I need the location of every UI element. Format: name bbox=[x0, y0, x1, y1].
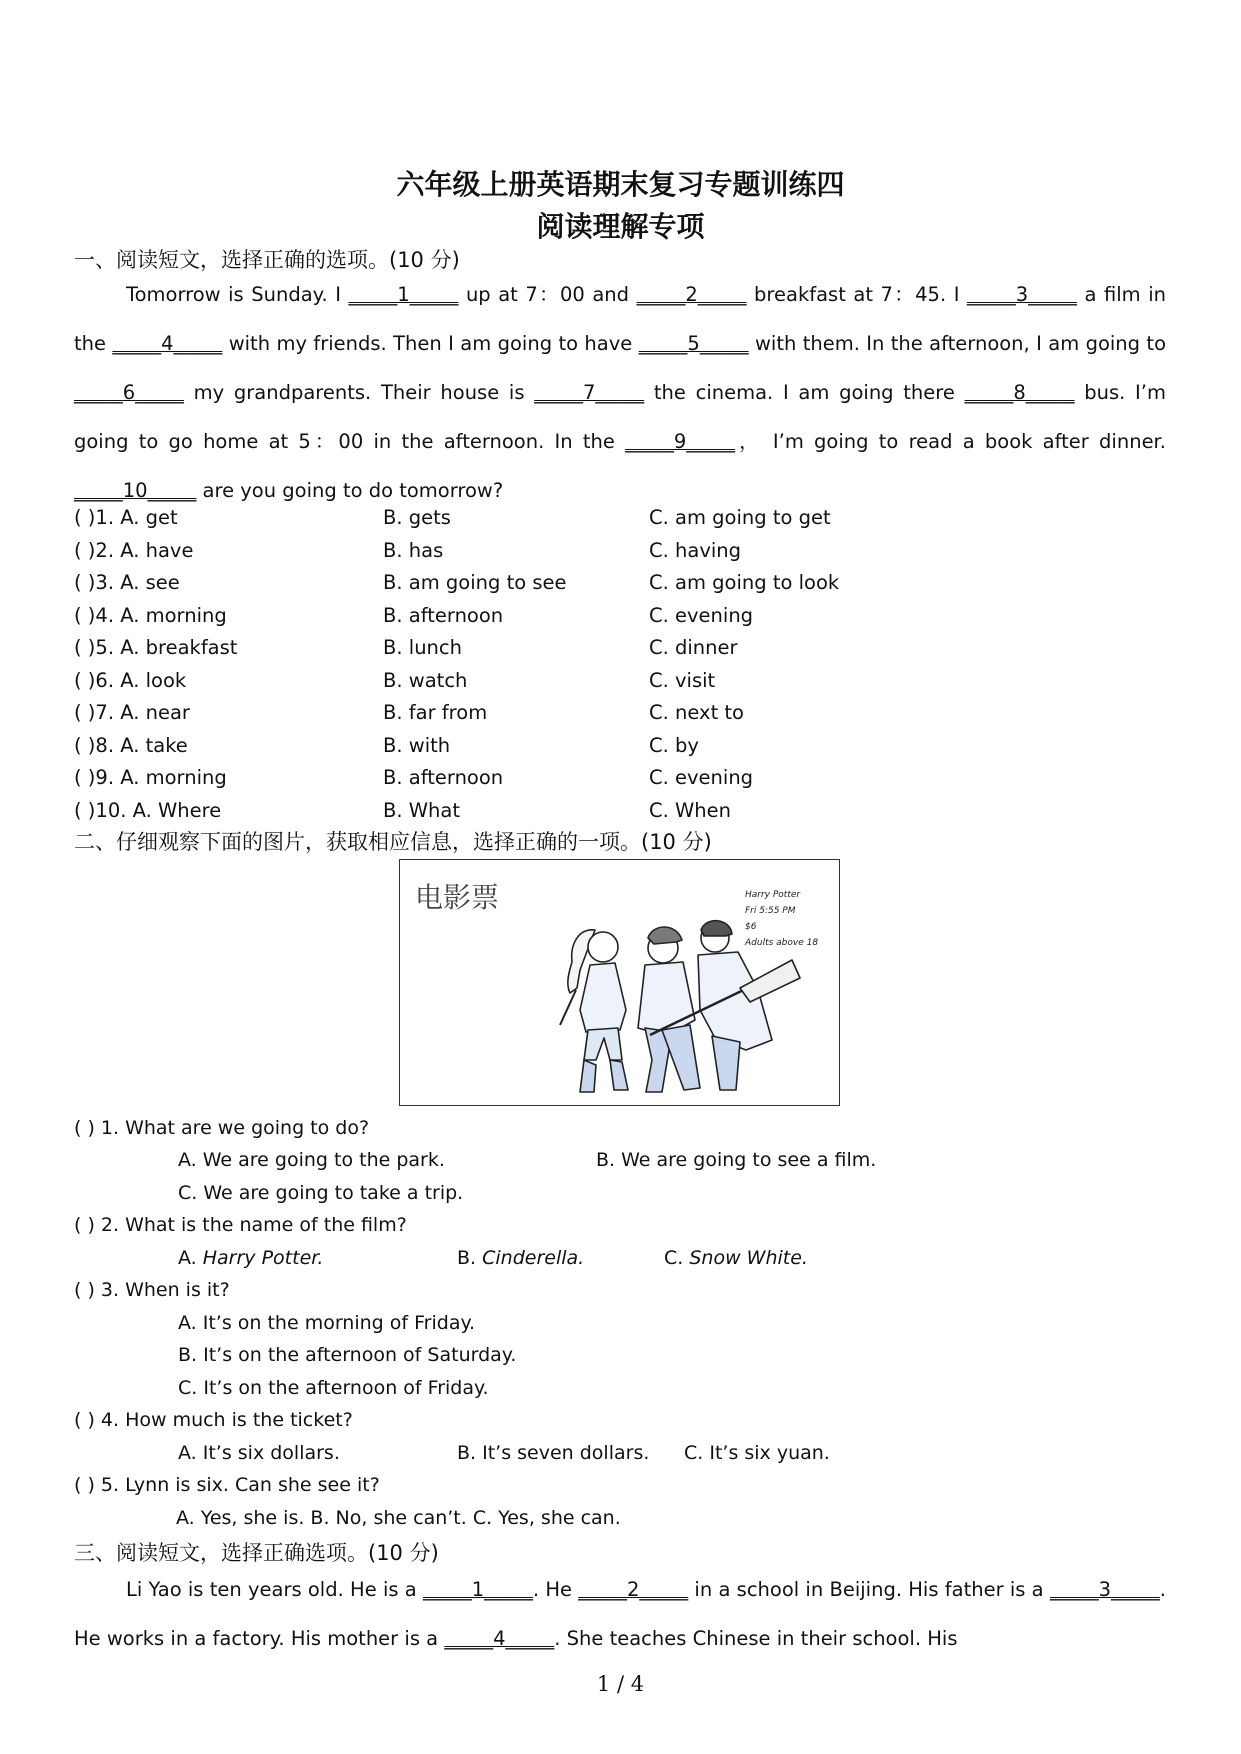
option-2-4-c: C. It’s six yuan. bbox=[684, 1442, 830, 1464]
wizard-children-illustration bbox=[400, 860, 841, 1107]
option-2-3-c: C. It’s on the afternoon of Friday. bbox=[178, 1377, 489, 1399]
section-3-passage: Li Yao is ten years old. He is a _____1_____. He _____2_____ in a school in Beijing. His father is a _____3_____. He works in a factory. His mother is a _____4_____. She teaches Chinese in their school. His bbox=[74, 1578, 1166, 1650]
ticket-time: Fri 5:55 PM bbox=[745, 906, 796, 916]
section-1-heading: 一、阅读短文，选择正确的选项。(10 分) bbox=[74, 248, 460, 272]
blank-10: _____10_____ bbox=[74, 479, 197, 502]
option-2-4-b: B. It’s seven dollars. bbox=[457, 1442, 650, 1464]
option-2-1-a: A. We are going to the park. bbox=[178, 1149, 445, 1171]
section-2-heading: 二、仔细观察下面的图片，获取相应信息，选择正确的一项。(10 分) bbox=[74, 830, 712, 854]
ticket-film-name: Harry Potter bbox=[745, 890, 801, 900]
blank-3: _____3_____ bbox=[967, 283, 1077, 306]
option-2-2-c: C. Snow White. bbox=[664, 1247, 808, 1269]
question-2-2: ( ) 2. What is the name of the film? bbox=[74, 1214, 407, 1236]
ticket-age-limit: Adults above 18 bbox=[745, 938, 819, 948]
blank-8: _____8_____ bbox=[964, 381, 1075, 404]
option-2-5: A. Yes, she is. B. No, she can’t. C. Yes, she can. bbox=[176, 1507, 621, 1529]
option-2-2-b: B. Cinderella. bbox=[457, 1247, 585, 1269]
question-2-4: ( ) 4. How much is the ticket? bbox=[74, 1409, 353, 1431]
blank-1: _____1_____ bbox=[348, 283, 459, 306]
page-subtitle: 阅读理解专项 bbox=[536, 210, 705, 243]
blank-2: _____2_____ bbox=[636, 283, 747, 306]
blank-4: _____4_____ bbox=[112, 332, 223, 355]
option-2-2-a: A. Harry Potter. bbox=[178, 1247, 324, 1269]
option-2-3-a: A. It’s on the morning of Friday. bbox=[178, 1312, 476, 1334]
blank-7: _____7_____ bbox=[534, 381, 645, 404]
section-1-passage: Tomorrow is Sunday. I _____1_____ up at 7：00 and _____2_____ breakfast at 7：45. I _____3_____ a film in the _____4_____ with my friends. Then I am going to have _____5_____ with them. In the afternoon, I am going to _____6_____ my grandparents. Their house is _____7_____ the cinema. I am going there _____8_____ bus. I’m going to go home at 5：00 in the afternoon. In the _____9_____， I’m going to read a book after dinner. _____10_____ are you going to do tomorrow? bbox=[74, 283, 1167, 502]
option-2-3-b: B. It’s on the afternoon of Saturday. bbox=[178, 1344, 517, 1366]
page-number: 1 / 4 bbox=[596, 1672, 645, 1696]
ticket-price: $6 bbox=[745, 922, 757, 932]
option-2-4-a: A. It’s six dollars. bbox=[178, 1442, 340, 1464]
blank-4: _____4_____ bbox=[444, 1627, 555, 1650]
blank-3: _____3_____ bbox=[1049, 1578, 1160, 1601]
question-2-3: ( ) 3. When is it? bbox=[74, 1279, 230, 1301]
option-2-1-c: C. We are going to take a trip. bbox=[178, 1182, 464, 1204]
blank-5: _____5_____ bbox=[638, 332, 749, 355]
blank-9: _____9_____ bbox=[625, 430, 736, 453]
blank-2: _____2_____ bbox=[578, 1578, 689, 1601]
blank-6: _____6_____ bbox=[74, 381, 184, 404]
question-2-5: ( ) 5. Lynn is six. Can she see it? bbox=[74, 1474, 380, 1496]
page-title: 六年级上册英语期末复习专题训练四 bbox=[396, 168, 845, 201]
ticket-title: 电影票 bbox=[415, 881, 500, 914]
section-3-heading: 三、阅读短文，选择正确选项。(10 分) bbox=[74, 1541, 439, 1565]
option-2-1-b: B. We are going to see a film. bbox=[596, 1149, 877, 1171]
movie-ticket-image bbox=[399, 859, 840, 1106]
question-2-1: ( ) 1. What are we going to do? bbox=[74, 1117, 370, 1139]
document-page: 六年级上册英语期末复习专题训练四 阅读理解专项 一、阅读短文，选择正确的选项。(10 分) Tomorrow is Sunday. I _____1_____ up at 7：00 and _____2_____ breakfast at 7：45. I _____3_____ a film in the _____4_____ with my friends. Then I am going to have _____5_____ with them. In the afternoon, I am going to _____6_____ my grandparents. Their house is _____7_____ the cinema. I am going there _____8_____ bus. I’m going to go home at 5：00 in the afternoon. In the _____9_____， I’m going to read a book after dinner. _____10_____ are you going to do tomorrow? ( )1. A. get B. gets C. am going to get ( )2. A. have B. has C. having ( )3. A. see B. am going to see C. am going to look ( )4. A. morning B. afternoon C. evening ( )5. A. breakfast B. lunch C. dinner ( )6. A. look B. watch C. visit ( )7. A. near B. far from C. next to ( )8. A. take B. with C. by ( )9. A. morning B. afternoon C. evening ( )10. A. Where B. What C. When 二、仔细观察下面的图片，获取相应信息，选择正确的一项。(10 分) 电影票 Harry Potter Fri 5:55 PM $6 Adults above 18 ( ) 1. What are we going to do? A. We are going to the park. B. We are going to see a film. C. We are going to take a trip. ( ) 2. What is the name of the film? A. Harry Potter. B. Cinderella. C. Snow White. ( ) 3. When is it? A. It’s on the morning of Friday. B. It’s on the afternoon of Saturday. C. It’s on the afternoon of Friday. ( ) 4. How much is the ticket? A. It’s six dollars. B. It’s seven dollars. C. It’s six yuan. ( ) 5. Lynn is six. Can she see it? A. Yes, she is. B. No, she can’t. C. Yes, she can. 三、阅读短文，选择正确选项。(10 分) Li Yao is ten years old. He is a _____1_____. He _____2_____ in a school in Beijing. His father is a _____3_____. He works in a factory. His mother is a _____4_____. She teaches Chinese in their school. His 1 / 4 bbox=[0, 0, 1241, 1754]
blank-1: _____1_____ bbox=[422, 1578, 533, 1601]
